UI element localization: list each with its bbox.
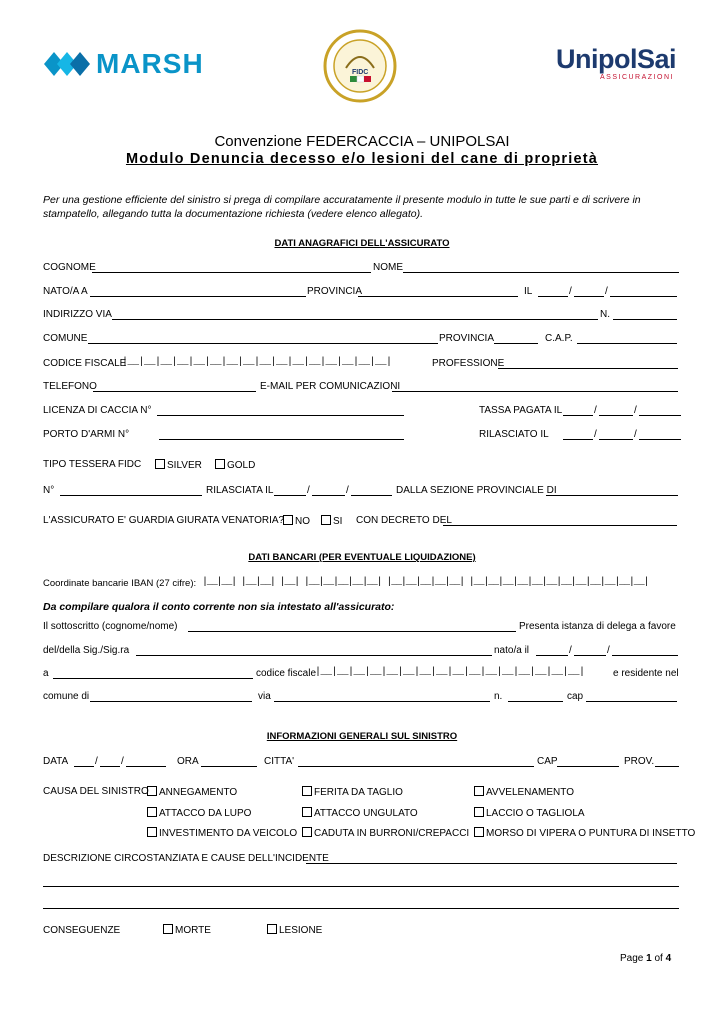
slash: / bbox=[307, 485, 310, 496]
slash: / bbox=[594, 405, 597, 416]
provincia2-field[interactable] bbox=[494, 343, 538, 344]
cause-label: FERITA DA TAGLIO bbox=[314, 787, 403, 798]
page-total: 4 bbox=[665, 953, 672, 964]
conseguenze-label: CONSEGUENZE bbox=[43, 925, 121, 936]
nato-label: NATO/A A bbox=[43, 286, 88, 297]
slash: / bbox=[95, 756, 98, 767]
cap2-field[interactable] bbox=[586, 701, 677, 702]
sezione-label: DALLA SEZIONE PROVINCIALE DI bbox=[396, 485, 557, 496]
provincia-label: PROVINCIA bbox=[307, 286, 363, 297]
comune2-field[interactable] bbox=[90, 701, 252, 702]
fidc-seal-icon bbox=[322, 28, 398, 104]
page-current: 1 bbox=[646, 953, 652, 964]
rilasciato-year-field[interactable] bbox=[639, 439, 681, 440]
porto-label: PORTO D'ARMI N° bbox=[43, 429, 130, 440]
gold-option[interactable] bbox=[215, 459, 255, 471]
cause-option-9[interactable] bbox=[474, 827, 695, 839]
porto-field[interactable] bbox=[159, 439, 404, 440]
prov-label: PROV. bbox=[624, 756, 655, 767]
ora-label: ORA bbox=[177, 756, 199, 767]
cap3-label: CAP bbox=[537, 756, 558, 767]
descrizione-label: DESCRIZIONE CIRCOSTANZIATA E CAUSE DELL'INCIDENTE bbox=[43, 853, 329, 864]
gold-label: GOLD bbox=[227, 460, 256, 471]
iban-label: Coordinate bancarie IBAN (27 cifre): bbox=[43, 578, 197, 589]
marsh-wordmark: MARSH bbox=[96, 48, 204, 79]
a-label: a bbox=[43, 668, 49, 679]
telefono-field[interactable] bbox=[93, 391, 256, 392]
cf2-boxes[interactable]: |__|__|__|__|__|__|__|__|__|__|__|__|__|__|__|__| bbox=[315, 667, 585, 678]
slash: / bbox=[594, 429, 597, 440]
fidc-seal bbox=[322, 28, 398, 104]
cause-option-4[interactable] bbox=[147, 807, 251, 819]
codice-fiscale-label: CODICE FISCALE bbox=[43, 358, 127, 369]
fidc-abbr: FIDC bbox=[352, 69, 369, 76]
sottoscritto-label: Il sottoscritto (cognome/nome) bbox=[43, 621, 178, 632]
il-label: IL bbox=[524, 286, 533, 297]
provincia-field[interactable] bbox=[358, 296, 518, 297]
checkbox[interactable] bbox=[302, 827, 312, 837]
lesione-checkbox[interactable] bbox=[267, 924, 277, 934]
cause-label: ATTACCO UNGULATO bbox=[314, 808, 418, 819]
nome-label: NOME bbox=[373, 262, 403, 273]
birth-month-field[interactable] bbox=[574, 296, 604, 297]
decreto-label: CON DECRETO DEL bbox=[356, 515, 452, 526]
section-bancari: DATI BANCARI (PER EVENTUALE LIQUIDAZIONE) bbox=[248, 552, 476, 563]
marsh-emblem-icon bbox=[44, 48, 90, 80]
cause-option-3[interactable] bbox=[474, 786, 574, 798]
slash: / bbox=[121, 756, 124, 767]
cf2-label: codice fiscale bbox=[256, 668, 317, 679]
si-option[interactable] bbox=[321, 515, 342, 527]
descrizione-line-3[interactable] bbox=[43, 908, 679, 909]
prov-field[interactable] bbox=[655, 766, 679, 767]
checkbox[interactable] bbox=[302, 807, 312, 817]
causa-label: CAUSA DEL SINISTRO bbox=[43, 786, 149, 797]
n-label: n. bbox=[494, 691, 503, 702]
checkbox[interactable] bbox=[474, 807, 484, 817]
sottoscritto-field[interactable] bbox=[188, 631, 516, 632]
guardia-label: L'ASSICURATO E' GUARDIA GIURATA VENATORIA? bbox=[43, 515, 285, 526]
professione-field[interactable] bbox=[498, 368, 678, 369]
convention-title: Convenzione FEDERCACCIA – UNIPOLSAI bbox=[214, 133, 510, 150]
licenza-label: LICENZA DI CACCIA N° bbox=[43, 405, 152, 416]
natoa-year-field[interactable] bbox=[612, 655, 678, 656]
licenza-field[interactable] bbox=[157, 415, 404, 416]
bancari-note: Da compilare qualora il conto corrente non sia intestato all'assicurato: bbox=[43, 601, 395, 613]
silver-checkbox[interactable] bbox=[155, 459, 165, 469]
checkbox[interactable] bbox=[474, 786, 484, 796]
birth-day-field[interactable] bbox=[538, 296, 568, 297]
cause-option-1[interactable] bbox=[147, 786, 237, 798]
rilasciato-month-field[interactable] bbox=[599, 439, 633, 440]
della-label: del/della Sig./Sig.ra bbox=[43, 645, 130, 656]
form-title: Modulo Denuncia decesso e/o lesioni del cane di proprietà bbox=[125, 151, 599, 167]
slash: / bbox=[569, 286, 572, 297]
silver-label: SILVER bbox=[167, 460, 202, 471]
cap-label: C.A.P. bbox=[545, 333, 573, 344]
rilasciata-day-field[interactable] bbox=[274, 495, 306, 496]
gold-checkbox[interactable] bbox=[215, 459, 225, 469]
decreto-field[interactable] bbox=[443, 525, 677, 526]
nato-field[interactable] bbox=[90, 296, 306, 297]
numero-tessera-label: N° bbox=[43, 485, 55, 496]
morte-option[interactable] bbox=[163, 924, 211, 936]
cause-label: MORSO DI VIPERA O PUNTURA DI INSETTO bbox=[486, 828, 696, 839]
natoa-label: nato/a il bbox=[494, 645, 530, 656]
comune2-label: comune di bbox=[43, 691, 90, 702]
slash: / bbox=[607, 645, 610, 656]
silver-option[interactable] bbox=[155, 459, 202, 471]
unipol-subtitle: ASSICURAZIONI bbox=[600, 74, 674, 81]
cause-label: LACCIO O TAGLIOLA bbox=[486, 808, 585, 819]
rilasciato-day-field[interactable] bbox=[563, 439, 593, 440]
page-number bbox=[620, 953, 671, 964]
rilasciata-label: RILASCIATA IL bbox=[206, 485, 274, 496]
tassa-month-field[interactable] bbox=[599, 415, 633, 416]
tassa-day-field[interactable] bbox=[563, 415, 593, 416]
cause-label: CADUTA IN BURRONI/CREPACCI bbox=[314, 828, 470, 839]
rilasciato-label: RILASCIATO IL bbox=[479, 429, 549, 440]
lesione-option[interactable] bbox=[267, 924, 322, 936]
page-word: Page bbox=[620, 953, 644, 964]
slash: / bbox=[605, 286, 608, 297]
telefono-label: TELEFONO bbox=[43, 381, 97, 392]
slash: / bbox=[569, 645, 572, 656]
checkbox[interactable] bbox=[147, 827, 157, 837]
natoa-month-field[interactable] bbox=[574, 655, 606, 656]
cause-option-6[interactable] bbox=[474, 807, 585, 819]
tassa-year-field[interactable] bbox=[639, 415, 681, 416]
residente-label: e residente nel bbox=[613, 668, 679, 679]
birth-year-field[interactable] bbox=[610, 296, 677, 297]
numero-tessera-field[interactable] bbox=[60, 495, 202, 496]
descrizione-line-2[interactable] bbox=[43, 886, 679, 887]
no-label: NO bbox=[295, 516, 310, 527]
via-field[interactable] bbox=[274, 701, 490, 702]
rilasciata-year-field[interactable] bbox=[351, 495, 392, 496]
data-year-field[interactable] bbox=[126, 766, 166, 767]
tessera-label: TIPO TESSERA FIDC bbox=[43, 459, 142, 470]
provincia2-label: PROVINCIA bbox=[439, 333, 495, 344]
cap2-label: cap bbox=[567, 691, 584, 702]
cap-field[interactable] bbox=[577, 343, 677, 344]
descrizione-field[interactable] bbox=[306, 863, 677, 864]
cause-option-5[interactable] bbox=[302, 807, 418, 819]
iban-boxes[interactable]: |__|__| |__|__| |__| |__|__|__|__|__| |__|__|__|__|__| |__|__|__|__|__|__|__|__|__|__|__|__| bbox=[202, 577, 649, 588]
email-label: E-MAIL PER COMUNICAZIONI bbox=[260, 381, 401, 392]
codice-fiscale-boxes[interactable]: |__|__|__|__|__|__|__|__|__|__|__|__|__|__|__|__| bbox=[122, 357, 392, 368]
lesione-label: LESIONE bbox=[279, 925, 323, 936]
si-label: SI bbox=[333, 516, 343, 527]
delega-label: Presenta istanza di delega a favore bbox=[519, 621, 676, 632]
della-field[interactable] bbox=[136, 655, 492, 656]
si-checkbox[interactable] bbox=[321, 515, 331, 525]
citta-field[interactable] bbox=[298, 766, 534, 767]
cause-option-2[interactable] bbox=[302, 786, 403, 798]
cognome-field[interactable] bbox=[92, 272, 371, 273]
slash: / bbox=[346, 485, 349, 496]
citta-label: CITTA' bbox=[264, 756, 295, 767]
email-field[interactable] bbox=[392, 391, 678, 392]
nome-field[interactable] bbox=[403, 272, 679, 273]
unipol-logo bbox=[556, 44, 676, 81]
via-label: via bbox=[258, 691, 271, 702]
cause-option-7[interactable] bbox=[147, 827, 297, 839]
data-month-field[interactable] bbox=[100, 766, 120, 767]
numero-field[interactable] bbox=[613, 319, 677, 320]
numero-label: N. bbox=[600, 309, 610, 320]
indirizzo-label: INDIRIZZO VIA bbox=[43, 309, 112, 320]
slash: / bbox=[634, 429, 637, 440]
a-field[interactable] bbox=[53, 678, 253, 679]
section-sinistro: INFORMAZIONI GENERALI SUL SINISTRO bbox=[266, 731, 458, 742]
unipol-wordmark: UnipolSai bbox=[556, 44, 677, 74]
slash: / bbox=[634, 405, 637, 416]
cause-label: INVESTIMENTO DA VEICOLO bbox=[159, 828, 298, 839]
cap3-field[interactable] bbox=[557, 766, 619, 767]
cognome-label: COGNOME bbox=[43, 262, 96, 273]
professione-label: PROFESSIONE bbox=[432, 358, 505, 369]
cause-option-8[interactable] bbox=[302, 827, 469, 839]
checkbox[interactable] bbox=[147, 786, 157, 796]
comune-field[interactable] bbox=[88, 343, 438, 344]
ora-field[interactable] bbox=[201, 766, 257, 767]
morte-checkbox[interactable] bbox=[163, 924, 173, 934]
morte-label: MORTE bbox=[175, 925, 211, 936]
sezione-field[interactable] bbox=[546, 495, 678, 496]
data-day-field[interactable] bbox=[74, 766, 94, 767]
section-anagrafici: DATI ANAGRAFICI DELL'ASSICURATO bbox=[274, 238, 450, 249]
intro-text: Per una gestione efficiente del sinistro si prega di compilare accuratamente il presente modulo in tutte le sue parti e di scrivere in stampatello, allegando tutta la documentazione richiesta (vedere elenco allegato). bbox=[43, 194, 641, 220]
checkbox[interactable] bbox=[147, 807, 157, 817]
checkbox[interactable] bbox=[474, 827, 484, 837]
comune-label: COMUNE bbox=[43, 333, 88, 344]
cause-label: ANNEGAMENTO bbox=[159, 787, 238, 798]
no-checkbox[interactable] bbox=[283, 515, 293, 525]
data-label: DATA bbox=[43, 756, 69, 767]
n-field[interactable] bbox=[508, 701, 563, 702]
indirizzo-field[interactable] bbox=[112, 319, 598, 320]
of-word: of bbox=[654, 953, 663, 964]
cause-label: AVVELENAMENTO bbox=[486, 787, 574, 798]
no-option[interactable] bbox=[283, 515, 310, 527]
checkbox[interactable] bbox=[302, 786, 312, 796]
natoa-day-field[interactable] bbox=[536, 655, 568, 656]
cause-label: ATTACCO DA LUPO bbox=[159, 808, 252, 819]
rilasciata-month-field[interactable] bbox=[312, 495, 345, 496]
tassa-label: TASSA PAGATA IL bbox=[479, 405, 563, 416]
